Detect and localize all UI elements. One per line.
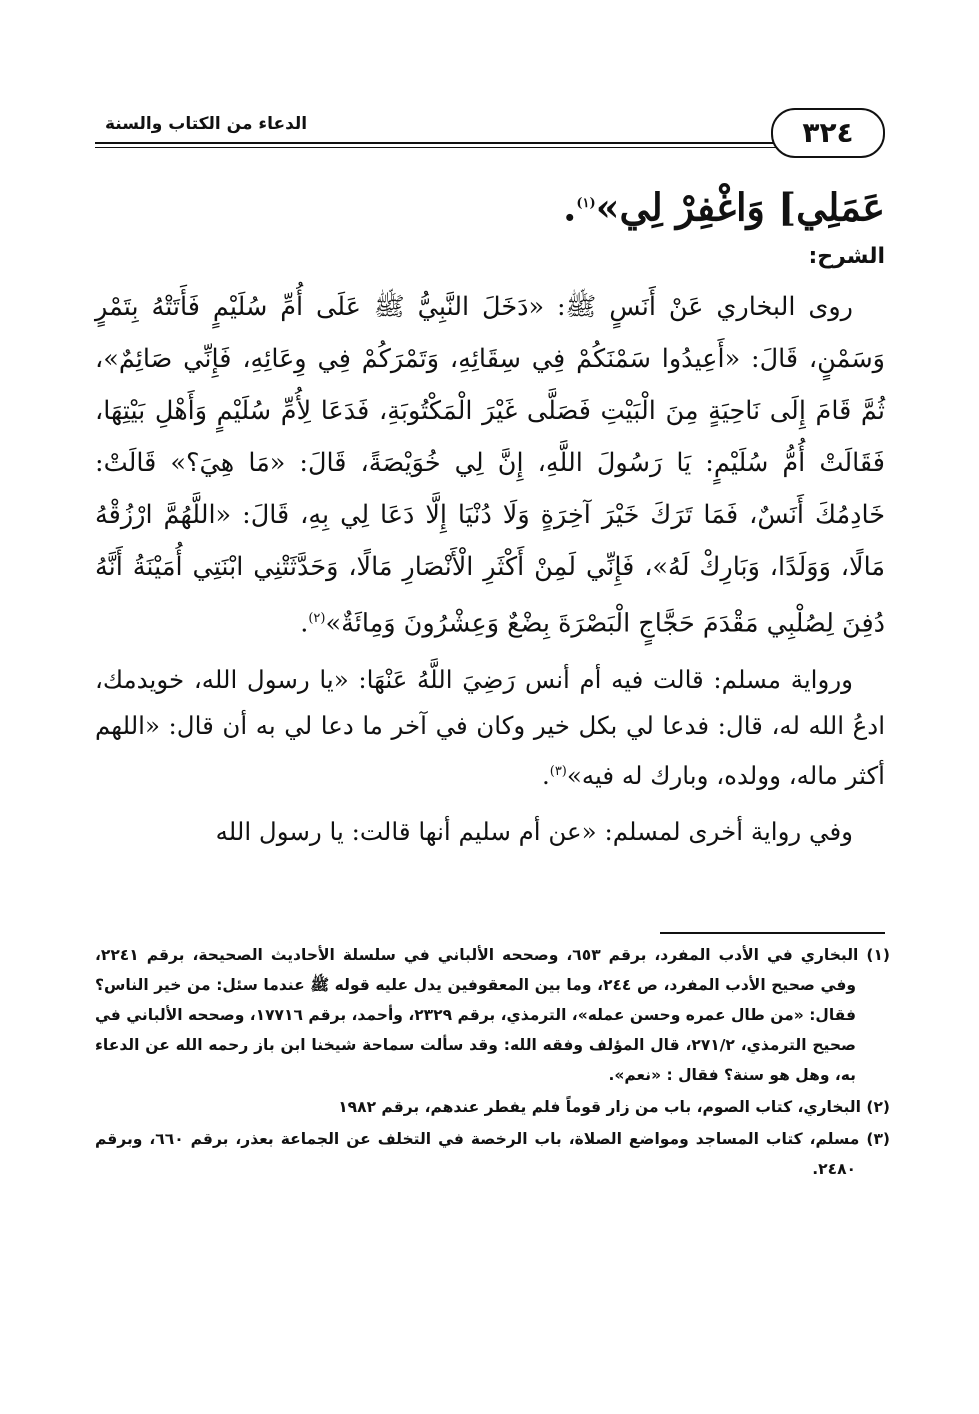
footnote-2: (٢) البخاري، كتاب الصوم، باب من زار قوماً فلم يفطر عندهم، برقم ١٩٨٢ <box>338 1098 890 1116</box>
paragraph-muslim-end: . <box>541 761 550 791</box>
paragraph-muslim-other: وفي رواية أخرى لمسلم: «عن أم سليم أنها قالت: يا رسول الله <box>215 817 853 847</box>
paragraph-muslim-text: ورواية مسلم: قالت فيه أم أنس رَضِيَ اللَّهُ عَنْهَا: «يا رسول الله، خويدمك، ادعُ الله له، قال: فدعا لي بكل خير وكان في آخر ما دعا لي به أن قال: «اللهم أكثر ماله، وولده، وبارك له فيه» <box>95 665 885 791</box>
header-rule-thin <box>95 147 800 148</box>
paragraph-bukhari-text: روى البخاري عَنْ أَنَسٍ ﷺ: «دَخَلَ النَّبِيُّ ﷺ عَلَى أُمِّ سُلَيْمٍ فَأَتَتْهُ بِتَمْرٍ وَسَمْنٍ، قَالَ: «أَعِيدُوا سَمْنَكُمْ فِي سِقَائِهِ، وَتَمْرَكُمْ فِي وِعَائِهِ، فَإِنِّي صَائِمٌ»، ثُمَّ قَامَ إِلَى نَاحِيَةٍ مِنَ الْبَيْتِ فَصَلَّى غَيْرَ الْمَكْتُوبَةِ، فَدَعَا لِأُمِّ سُلَيْمٍ وَأَهْلِ بَيْتِهَا، فَقَالَتْ أُمُّ سُلَيْمٍ: يَا رَسُولَ اللَّهِ، إِنَّ لِي خُوَيْصَةً، قَالَ: «مَا هِيَ؟» قَالَتْ: خَادِمُكَ أَنَسٌ، فَمَا تَرَكَ خَيْرَ آخِرَةٍ وَلَا دُنْيَا إِلَّا دَعَا لِي بِهِ، قَالَ: «اللَّهُمَّ ارْزُقْهُ مَالًا، وَوَلَدًا، وَبَارِكْ لَهُ»، فَإِنِّي لَمِنْ أَكْثَرِ الْأَنْصَارِ مَالًا، وَحَدَّثَتْنِي ابْنَتِي أُمَيْنَةُ أَنَّهُ دُفِنَ لِصُلْبِي مَقْدَمَ حَجَّاجٍ الْبَصْرَةَ بِضْعٌ وَعِشْرُونَ وَمِائَةٌ» <box>95 291 885 639</box>
running-header <box>95 100 895 160</box>
footnote-3: (٣) مسلم، كتاب المساجد ومواضع الصلاة، باب الرخصة في التخلف عن الجماعة بعذر، برقم ٦٦٠، وبرقم ٢٤٨٠. <box>95 1130 890 1178</box>
header-title: الدعاء من الكتاب والسنة <box>105 114 308 134</box>
footnote-separator <box>660 932 885 934</box>
footnote-ref-2: (٢) <box>308 610 326 626</box>
continued-dua-end: . <box>563 184 577 230</box>
footnote-ref-3: (٣) <box>549 764 567 780</box>
continued-dua-line <box>95 175 885 237</box>
footnote-1: (١) البخاري في الأدب المفرد، برقم ٦٥٣، وصححه الألباني في سلسلة الأحاديث الصحيحة، برقم ٢٢٤١، وفي صحيح الأدب المفرد، ص ٢٤٤، وما بين المعقوفين يدل عليه قوله ﷺ عندما سئل: من خير الناس؟ فقال: «من طال عمره وحسن عمله»، الترمذي، برقم ٢٣٢٩، وأحمد، برقم ١٧٧١٦، وصححه الألباني في صحيح الترمذي، ٢٧١/٢، قال المؤلف وفقه الله: وقد سألت سماحة شيخنا ابن باز رحمه الله عن الدعاء به، وهل هو سنة؟ فقال : «نعم». <box>95 946 890 1084</box>
main-text <box>95 175 885 865</box>
page-number: ٣٢٤ <box>771 108 885 158</box>
paragraph-bukhari <box>95 281 885 650</box>
paragraph-muslim <box>95 657 885 799</box>
paragraph-bukhari-end: . <box>300 608 309 639</box>
header-rule <box>95 142 795 144</box>
section-heading-sharh: الشرح: <box>808 243 885 269</box>
footnote-ref-1: (١) <box>576 196 596 211</box>
footnotes <box>95 940 890 1186</box>
continued-dua-text: عَمَلِي] وَاغْفِرْ لِي» <box>595 184 885 230</box>
